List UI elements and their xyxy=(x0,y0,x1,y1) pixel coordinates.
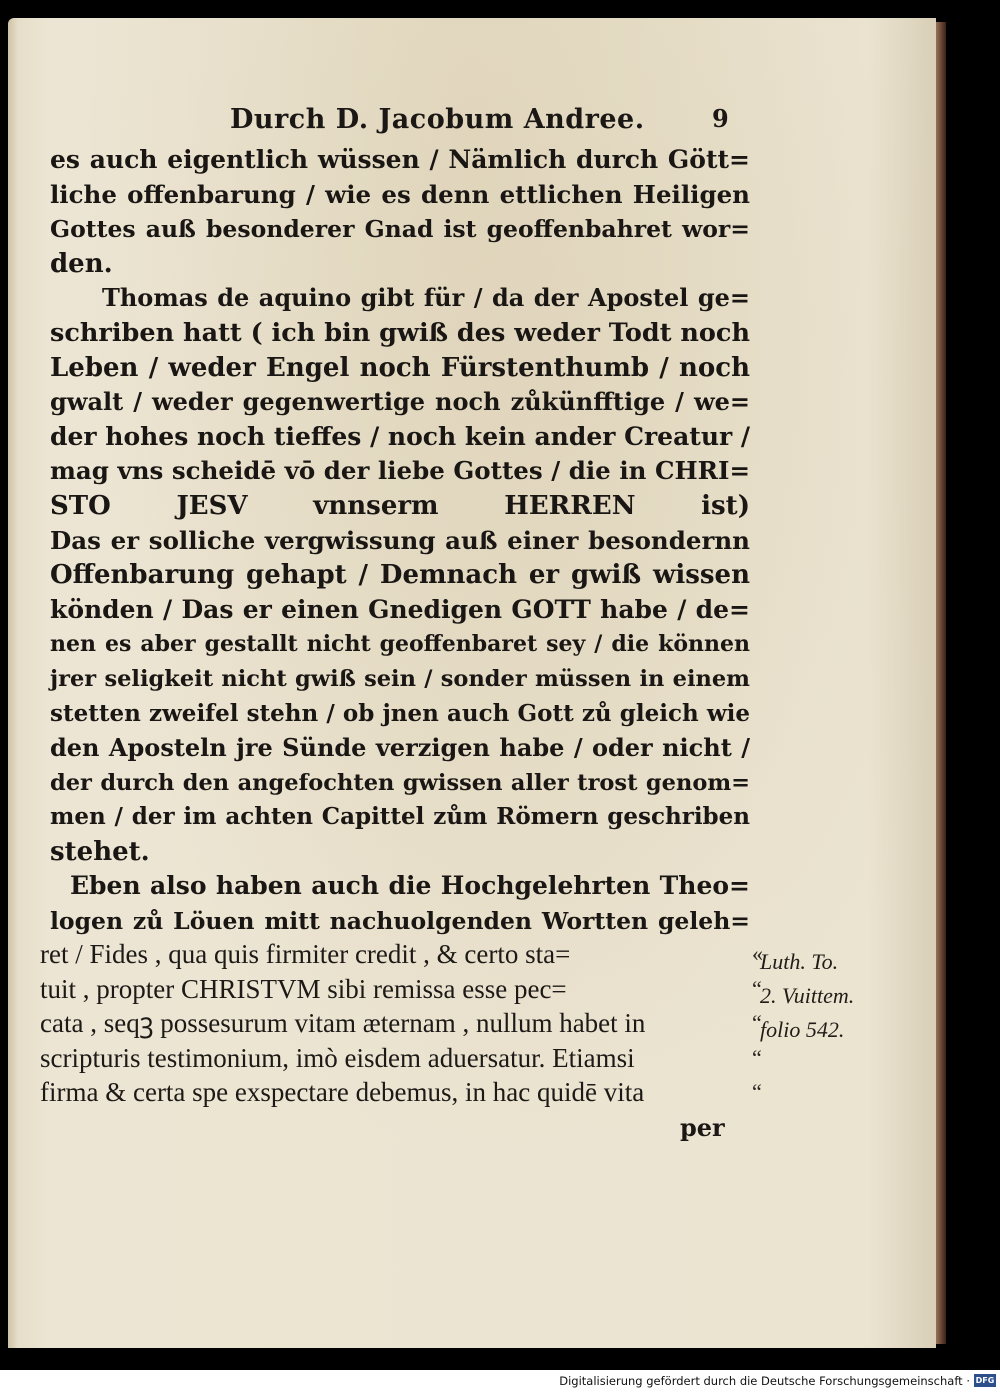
text-line: stehet. xyxy=(50,836,150,867)
latin-line: cata , seqꝫ possesurum vitam æternam , nullum habet in xyxy=(40,1008,646,1038)
text-line: den. xyxy=(50,248,113,279)
text-line: der hohes noch tieffes / noch kein ander Creatur / xyxy=(50,421,751,451)
text-line: den Aposteln jre Sünde verzigen habe / oder nicht / xyxy=(50,733,750,763)
text-line: stetten zweifel stehn / ob jnen auch Gott zů gleich wie xyxy=(50,699,750,727)
text-line: Das er solliche vergwissung auß einer besondernn xyxy=(50,525,750,555)
text-line: Leben / weder Engel noch Fürstenthumb / noch xyxy=(50,352,750,383)
margin-note-line: 2. Vuittem. xyxy=(760,983,855,1008)
dfg-logo: DFG xyxy=(975,1376,995,1385)
text-line: es auch eigentlich wüssen / Nämlich durch Gött= xyxy=(50,145,750,174)
book-edge xyxy=(936,22,946,1344)
latin-quotation xyxy=(40,937,752,1110)
running-header xyxy=(230,104,750,144)
text-line: Gottes auß besonderer Gnad ist geoffenbahret wor= xyxy=(50,215,750,244)
text-line: jrer seligkeit nicht gwiß sein / sonder müssen in einem xyxy=(50,665,750,692)
margin-note xyxy=(760,945,870,1047)
latin-line: ret / Fides , qua quis firmiter credit , & certo sta= xyxy=(40,939,571,969)
text-line: der durch den angefochten gwissen aller trost genom= xyxy=(50,769,750,796)
catchword: per xyxy=(680,1113,725,1142)
page-number: 9 xyxy=(712,104,730,133)
header-title: Durch D. Jacobum Andree. xyxy=(230,104,645,135)
margin-note-line: folio 542. xyxy=(760,1017,845,1042)
text-line: Offenbarung gehapt / Demnach er gwiß wissen xyxy=(50,560,750,591)
text-line: könden / Das er einen Gnedigen GOTT habe / de= xyxy=(50,594,750,624)
digitization-footer xyxy=(0,1370,1000,1393)
latin-line: scripturis testimonium, imò eisdem aduersatur. Etiamsi xyxy=(40,1042,635,1073)
latin-line: tuit , propter CHRISTVM sibi remissa esse pec= xyxy=(40,973,567,1004)
text-line: men / der im achten Capittel zům Römern geschriben xyxy=(50,803,750,831)
quote-mark: « xyxy=(752,941,763,966)
body-text xyxy=(50,143,750,939)
quote-mark: “ xyxy=(752,1044,762,1070)
latin-line: firma & certa spe exspectare debemus, in hac quidē vita xyxy=(40,1077,645,1107)
text-line: nen es aber gestallt nicht geoffenbaret sey / die können xyxy=(50,631,750,658)
footer-credit: Digitalisierung gefördert durch die Deutsche Forschungsgemeinschaft · xyxy=(559,1374,970,1388)
text-line: STO JESV vnnserm HERREN ist) xyxy=(50,490,750,521)
text-line: logen zů Löuen mitt nachuolgenden Wortten geleh= xyxy=(50,907,750,936)
margin-note-line: Luth. To. xyxy=(760,949,839,974)
text-line: mag vns scheidē vō der liebe Gottes / die in CHRI= xyxy=(50,456,750,486)
text-line: gwalt / weder gegenwertige noch zůkünfftige / we= xyxy=(50,387,750,417)
quote-mark: “ xyxy=(752,1079,762,1104)
quote-mark: “ xyxy=(752,1010,762,1035)
text-line: Thomas de aquino gibt für / da der Apostel ge= xyxy=(102,283,750,313)
text-line: liche offenbarung / wie es denn ettlichen Heiligen xyxy=(50,179,750,209)
text-line: Eben also haben auch die Hochgelehrten Theo= xyxy=(70,871,750,901)
quote-mark: “ xyxy=(752,975,762,1001)
text-line: schriben hatt ( ich bin gwiß des weder Todt noch xyxy=(50,317,750,348)
